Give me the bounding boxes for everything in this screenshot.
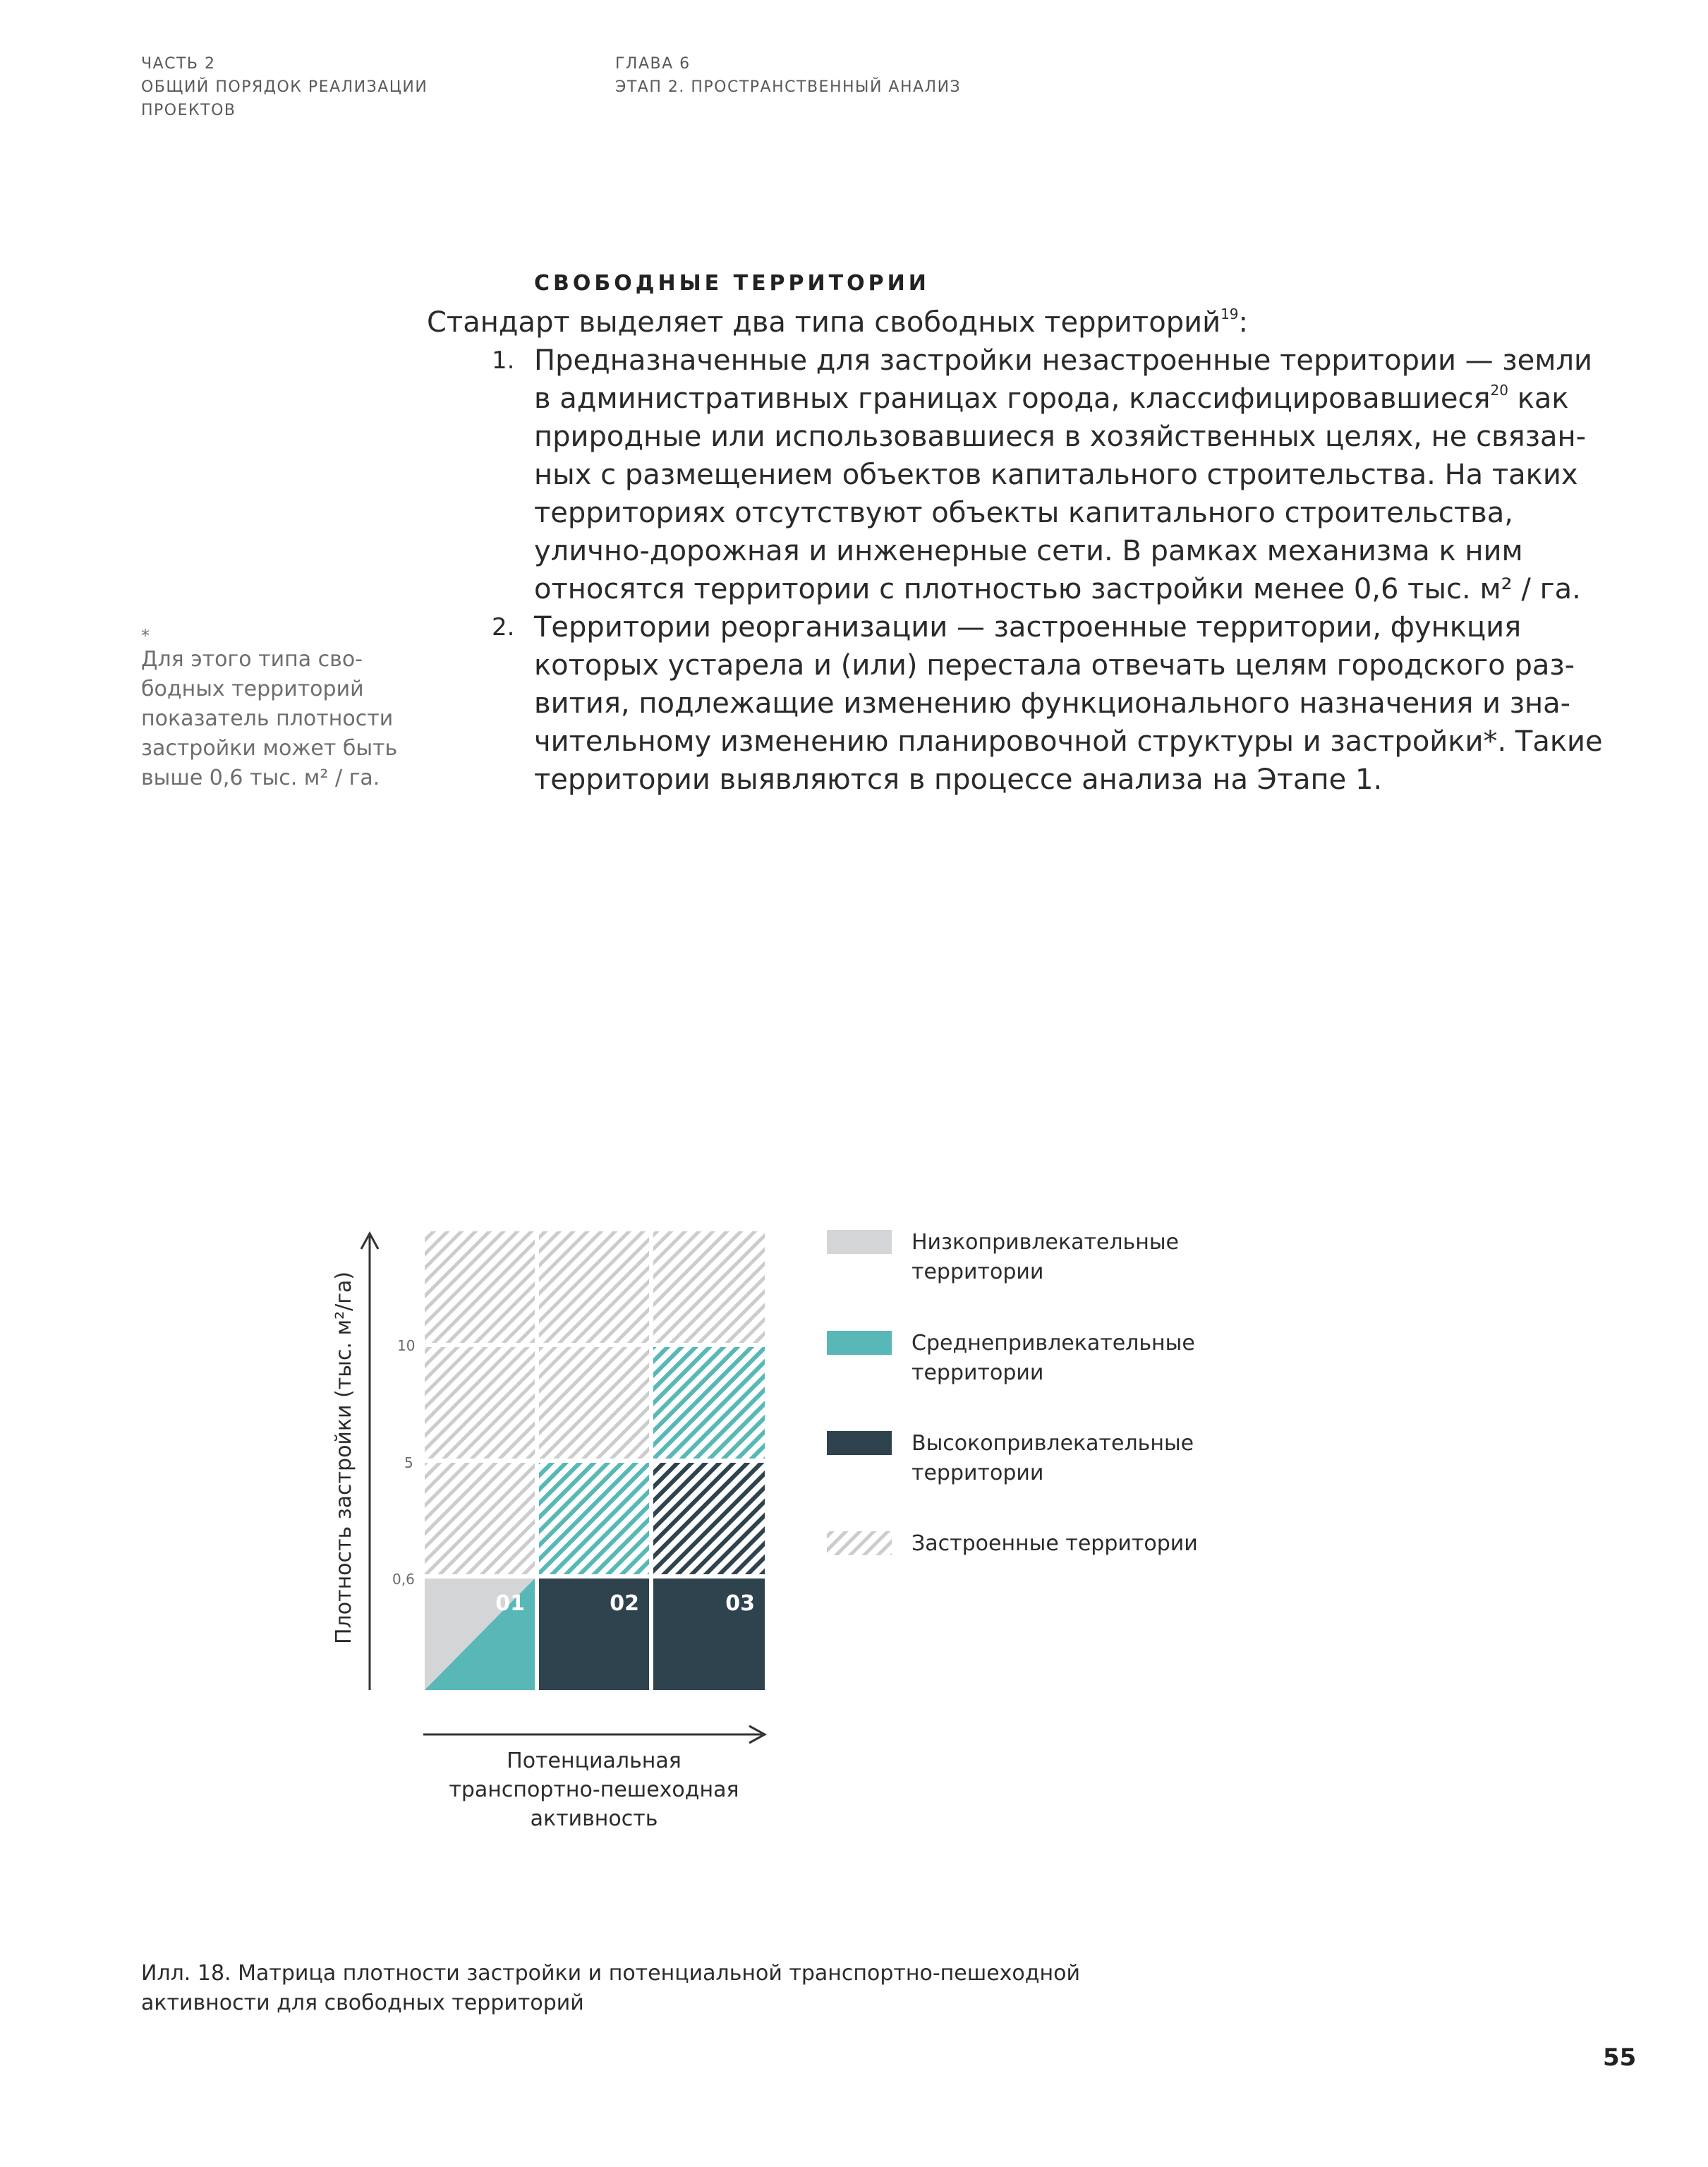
column-label-02: 02 [610, 1591, 639, 1616]
footnote-ref-20: 20 [1490, 382, 1508, 399]
side-note-line-3: показатель плотности [141, 706, 394, 731]
list-1-line-3: природные или использовавшиеся в хозяйственных целях, не связан- [534, 421, 1587, 453]
legend-swatch-low [827, 1230, 892, 1254]
legend-swatch-built [827, 1531, 892, 1555]
legend-label-mid-2: территории [911, 1360, 1044, 1385]
list-number-2: 2. [492, 613, 515, 641]
list-1-line-1: Предназначенные для застройки незастроенные территории — земли [534, 344, 1592, 377]
header-part-title-2: ПРОЕКТОВ [141, 102, 236, 119]
intro-text: Стандарт выделяет два типа свободных территорий [427, 306, 1221, 339]
x-axis-title-line-3: активность [530, 1806, 658, 1831]
side-note-line-1: Для этого типа сво- [141, 647, 363, 672]
x-axis-title-line-1: Потенциальная [507, 1749, 682, 1773]
list-1-line-4: ных с размещением объектов капитального строительства. На таких [534, 459, 1578, 491]
list-2-line-4: чительному изменению планировочной структуры и застройки*. Такие [534, 725, 1603, 758]
list-2-line-2: которых устарела и (или) перестала отвечать целям городского раз- [534, 649, 1575, 682]
legend-label-high-2: территории [911, 1461, 1044, 1485]
cell-r3-c2 [539, 1463, 649, 1574]
list-2-line-5: территории выявляются в процессе анализа на Этапе 1. [534, 763, 1383, 796]
side-note-line-4: застройки может быть [141, 736, 398, 761]
cell-r1-c3 [653, 1231, 765, 1343]
y-tick-10: 10 [397, 1337, 416, 1354]
legend-label-low-1: Низкопривлекательные [911, 1230, 1179, 1255]
list-1-line-2-text: в административных границах города, классифицировавшиеся [534, 382, 1491, 415]
header-part-title: ОБЩИЙ ПОРЯДОК РЕАЛИЗАЦИИ [141, 78, 428, 96]
side-note-line-2: бодных территорий [141, 677, 364, 701]
intro-end: : [1238, 306, 1249, 339]
list-2-line-3: вития, подлежащие изменению функционального назначения и зна- [534, 687, 1571, 720]
legend-label-mid-1: Среднепривлекательные [911, 1331, 1195, 1356]
cell-r2-c1 [425, 1347, 535, 1459]
caption-line-2: активности для свободных территорий [141, 1991, 584, 2015]
cell-r2-c2 [539, 1347, 649, 1459]
x-axis-title-line-2: транспортно-пешеходная [449, 1777, 739, 1802]
list-1-line-2-end: как [1508, 382, 1569, 415]
figure-caption [141, 1959, 1080, 2018]
y-axis-title: Плотность застройки (тыс. м²/га) [332, 1271, 356, 1644]
column-label-01: 01 [495, 1591, 525, 1616]
header-chapter-title: ЭТАП 2. ПРОСТРАНСТВЕННЫЙ АНАЛИЗ [615, 78, 962, 96]
footnote-ref-19: 19 [1221, 306, 1239, 322]
list-1-line-7: относятся территории с плотностью застройки менее 0,6 тыс. м² / га. [534, 573, 1581, 605]
legend-label-high-1: Высокопривлекательные [911, 1431, 1194, 1456]
side-note-line-5: выше 0,6 тыс. м² / га. [141, 766, 380, 790]
y-tick-5: 5 [404, 1454, 413, 1471]
legend-label-built: Застроенные территории [911, 1531, 1198, 1556]
header-part: ЧАСТЬ 2 [141, 55, 216, 73]
legend-swatch-high [827, 1431, 892, 1455]
legend-label-low-2: территории [911, 1260, 1044, 1284]
section-title: СВОБОДНЫЕ ТЕРРИТОРИИ [534, 271, 930, 296]
cell-r3-c1 [425, 1463, 535, 1574]
cell-r3-c3 [653, 1463, 765, 1574]
list-number-1: 1. [492, 346, 515, 375]
column-label-03: 03 [725, 1591, 755, 1616]
cell-r1-c1 [425, 1231, 535, 1343]
caption-line-1: Илл. 18. Матрица плотности застройки и потенциальной транспортно-пешеходной [141, 1961, 1080, 1986]
header-chapter: ГЛАВА 6 [615, 55, 691, 73]
side-note-marker: * [141, 626, 150, 646]
cell-r2-c3 [653, 1347, 765, 1459]
y-tick-0-6: 0,6 [392, 1571, 415, 1588]
list-1-line-5: территориях отсутствуют объекты капитального строительства, [534, 497, 1513, 529]
list-2-line-1: Территории реорганизации — застроенные территории, функция [534, 611, 1522, 644]
page-number: 55 [1603, 2044, 1637, 2072]
legend-swatch-mid [827, 1331, 892, 1355]
list-1-line-6: улично-дорожная и инженерные сети. В рамках механизма к ним [534, 535, 1523, 567]
cell-r1-c2 [539, 1231, 649, 1343]
